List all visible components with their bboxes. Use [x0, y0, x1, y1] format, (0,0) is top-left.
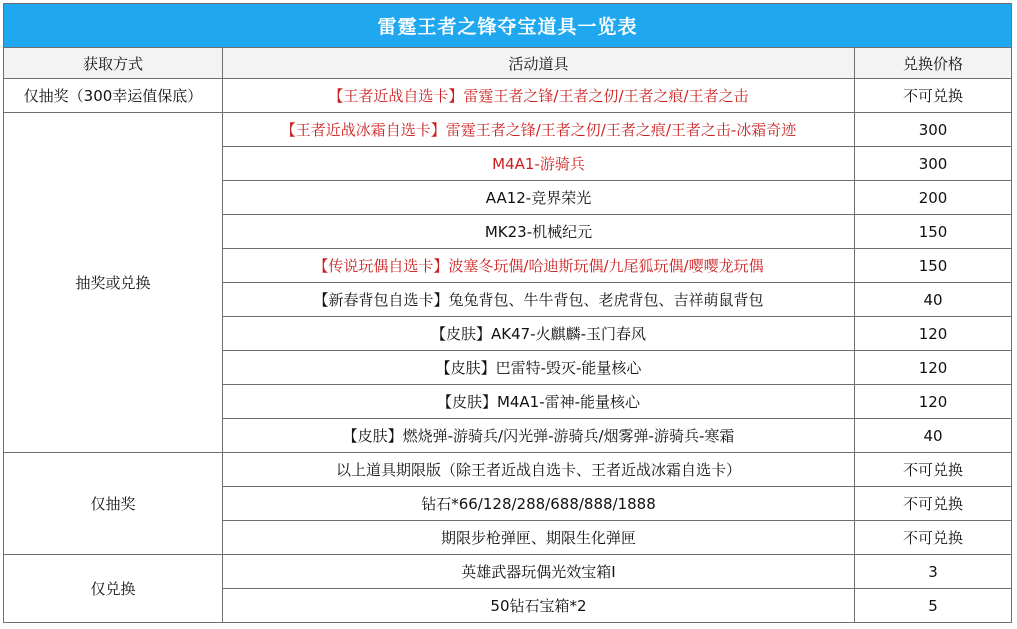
item-cell: 钻石*66/128/288/688/888/1888: [223, 487, 855, 521]
method-cell: 仅抽奖（300幸运值保底）: [4, 79, 223, 113]
price-cell: 3: [855, 555, 1012, 589]
reward-table: [3, 3, 1012, 623]
price-cell: 120: [855, 351, 1012, 385]
table-row: [4, 555, 1012, 589]
price-cell: 不可兑换: [855, 487, 1012, 521]
price-cell: 150: [855, 249, 1012, 283]
price-cell: 200: [855, 181, 1012, 215]
price-cell: 120: [855, 385, 1012, 419]
method-cell: 仅兑换: [4, 555, 223, 623]
price-cell: 300: [855, 113, 1012, 147]
header-row: [4, 48, 1012, 79]
item-cell: M4A1-游骑兵: [223, 147, 855, 181]
item-cell: 期限步枪弹匣、期限生化弹匣: [223, 521, 855, 555]
item-cell: 【王者近战冰霜自选卡】雷霆王者之锋/王者之仞/王者之痕/王者之击-冰霜奇迹: [223, 113, 855, 147]
price-cell: 不可兑换: [855, 453, 1012, 487]
item-cell: 【皮肤】燃烧弹-游骑兵/闪光弹-游骑兵/烟雾弹-游骑兵-寒霜: [223, 419, 855, 453]
price-cell: 150: [855, 215, 1012, 249]
item-cell: AA12-竞界荣光: [223, 181, 855, 215]
method-cell: 仅抽奖: [4, 453, 223, 555]
price-cell: 40: [855, 419, 1012, 453]
table-body: [4, 79, 1012, 623]
price-cell: 300: [855, 147, 1012, 181]
item-cell: 【皮肤】AK47-火麒麟-玉门春风: [223, 317, 855, 351]
method-cell: 抽奖或兑换: [4, 113, 223, 453]
item-cell: 50钻石宝箱*2: [223, 589, 855, 623]
price-cell: 120: [855, 317, 1012, 351]
item-cell: 【传说玩偶自选卡】波塞冬玩偶/哈迪斯玩偶/九尾狐玩偶/嘤嘤龙玩偶: [223, 249, 855, 283]
price-cell: 40: [855, 283, 1012, 317]
item-cell: 英雄武器玩偶光效宝箱Ⅰ: [223, 555, 855, 589]
item-cell: MK23-机械纪元: [223, 215, 855, 249]
table-row: [4, 79, 1012, 113]
price-cell: 不可兑换: [855, 521, 1012, 555]
header-item: 活动道具: [223, 48, 855, 79]
table-row: [4, 113, 1012, 147]
item-cell: 【新春背包自选卡】兔兔背包、牛牛背包、老虎背包、吉祥萌鼠背包: [223, 283, 855, 317]
table-row: [4, 453, 1012, 487]
header-method: 获取方式: [4, 48, 223, 79]
item-cell: 【皮肤】M4A1-雷神-能量核心: [223, 385, 855, 419]
header-price: 兑换价格: [855, 48, 1012, 79]
table-title: 雷霆王者之锋夺宝道具一览表: [4, 4, 1012, 48]
item-cell: 【王者近战自选卡】雷霆王者之锋/王者之仞/王者之痕/王者之击: [223, 79, 855, 113]
item-cell: 以上道具期限版（除王者近战自选卡、王者近战冰霜自选卡）: [223, 453, 855, 487]
price-cell: 5: [855, 589, 1012, 623]
price-cell: 不可兑换: [855, 79, 1012, 113]
table-container: [3, 3, 1011, 623]
item-cell: 【皮肤】巴雷特-毁灭-能量核心: [223, 351, 855, 385]
